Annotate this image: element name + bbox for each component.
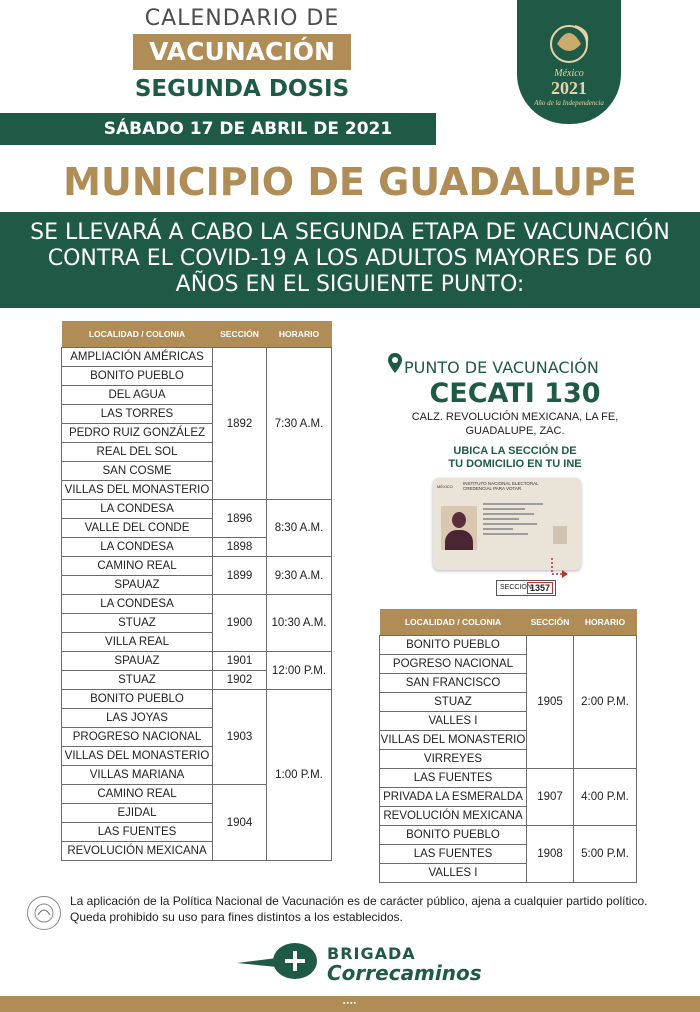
table-row: VILLA REAL	[62, 633, 213, 652]
col-header-localidad: LOCALIDAD / COLONIA	[380, 609, 527, 636]
section-cell: 1900	[213, 595, 267, 652]
section-cell: 1902	[213, 671, 267, 690]
time-cell: 10:30 A.M.	[267, 595, 332, 652]
section-cell: 1899	[213, 557, 267, 595]
table-row: STUAZ	[380, 693, 527, 712]
table-row: SPAUAZ	[62, 652, 213, 671]
ine-section-label: SECCIÓN	[500, 584, 532, 591]
site-address-line1: CALZ. REVOLUCIÓN MEXICANA, LA FE,	[411, 411, 619, 423]
time-cell: 5:00 P.M.	[574, 826, 637, 883]
section-cell: 1898	[213, 538, 267, 557]
table-row: PRIVADA LA ESMERALDA	[380, 788, 527, 807]
legal-footnote: La aplicación de la Política Nacional de Vacunación es de carácter público, ajena a cualquier partido político. Queda prohibido su uso para fines distintos a los establecidos.	[70, 894, 648, 924]
logo-subtitle: Año de la Independencia	[534, 99, 604, 107]
table-row: VALLES I	[380, 864, 527, 883]
brigada-subtitle: Correcaminos	[327, 961, 482, 985]
table-row: LAS FUENTES	[380, 845, 527, 864]
table-row: AMPLIACIÓN AMÉRICAS	[62, 348, 213, 367]
table-row: POGRESO NACIONAL	[380, 655, 527, 674]
table-row: LAS FUENTES	[62, 823, 213, 842]
ine-section-value: 1357	[527, 582, 553, 594]
section-cell: 1903	[213, 690, 267, 785]
municipality-title: MUNICIPIO DE GUADALUPE	[63, 160, 637, 204]
table-row: BONITO PUEBLO	[380, 636, 527, 655]
table-row: PEDRO RUIZ GONZÁLEZ	[62, 424, 213, 443]
table-row: REVOLUCIÓN MEXICANA	[62, 842, 213, 861]
col-header-seccion: SECCIÓN	[527, 609, 574, 636]
header-title-line1: CALENDARIO DE	[144, 6, 340, 31]
serpent-emblem-icon	[517, 0, 621, 70]
table-row: SAN FRANCISCO	[380, 674, 527, 693]
ine-header: INSTITUTO NACIONAL ELECTORAL CREDENCIAL PARA VOTAR	[463, 481, 539, 491]
vaccination-site-name: CECATI 130	[429, 378, 601, 409]
col-header-seccion: SECCIÓN	[213, 321, 267, 348]
mexico-2021-logo	[517, 0, 621, 124]
section-cell: 1904	[213, 785, 267, 861]
table-row: REAL DEL SOL	[62, 443, 213, 462]
header-title-line2: VACUNACIÓN	[133, 34, 351, 70]
time-cell: 1:00 P.M.	[267, 690, 332, 861]
ine-hint-line1: UBICA LA SECCIÓN DE	[453, 445, 577, 457]
brigada-correcaminos-logo-icon	[237, 941, 325, 983]
table-row: LA CONDESA	[62, 595, 213, 614]
time-cell: 4:00 P.M.	[574, 769, 637, 826]
ine-hint-line2: TU DOMICILIO EN TU INE	[448, 458, 582, 470]
table-row: BONITO PUEBLO	[62, 690, 213, 709]
table-row: SAN COSME	[62, 462, 213, 481]
section-cell: 1907	[527, 769, 574, 826]
table-row: VALLES I	[380, 712, 527, 731]
header-title-line3: SEGUNDA DOSIS	[134, 76, 350, 102]
col-header-horario: HORARIO	[267, 321, 332, 348]
col-header-horario: HORARIO	[574, 609, 637, 636]
brigada-title: BRIGADA	[327, 944, 416, 963]
time-cell: 2:00 P.M.	[574, 636, 637, 769]
table-row: DEL AGUA	[62, 386, 213, 405]
logo-year: 2021	[551, 78, 587, 98]
section-cell: 1905	[527, 636, 574, 769]
location-pin-icon	[388, 353, 402, 373]
ine-section-callout	[496, 580, 556, 596]
table-row: LAS TORRES	[62, 405, 213, 424]
section-cell: 1896	[213, 500, 267, 538]
ine-mini-photo	[553, 526, 567, 544]
logo-country: México	[554, 68, 584, 79]
punto-label: PUNTO DE VACUNACIÓN	[404, 358, 599, 377]
table-row: CAMINO REAL	[62, 557, 213, 576]
schedule-table-1	[61, 321, 332, 861]
section-cell: 1892	[213, 348, 267, 500]
table-row: PROGRESO NACIONAL	[62, 728, 213, 747]
time-cell: 8:30 A.M.	[267, 500, 332, 557]
table-row: STUAZ	[62, 671, 213, 690]
table-row: VALLE DEL CONDE	[62, 519, 213, 538]
ine-text-lines	[483, 500, 543, 550]
date-text: SÁBADO 17 DE ABRIL DE 2021	[103, 119, 393, 139]
table-row: CAMINO REAL	[62, 785, 213, 804]
section-cell: 1901	[213, 652, 267, 671]
table-row: VILLAS DEL MONASTERIO	[380, 731, 527, 750]
ine-country: MÉXICO	[437, 484, 453, 489]
table-row: LAS FUENTES	[380, 769, 527, 788]
site-address-line2: GUADALUPE, ZAC.	[465, 425, 565, 437]
table-row: VILLAS DEL MONASTERIO	[62, 747, 213, 766]
table-row: VIRREYES	[380, 750, 527, 769]
col-header-localidad: LOCALIDAD / COLONIA	[62, 321, 213, 348]
time-cell: 12:00 P.M.	[267, 652, 332, 690]
table-row: BONITO PUEBLO	[62, 367, 213, 386]
table-row: SPAUAZ	[62, 576, 213, 595]
time-cell: 7:30 A.M.	[267, 348, 332, 500]
table-row: STUAZ	[62, 614, 213, 633]
table-row: LA CONDESA	[62, 538, 213, 557]
ine-photo	[441, 506, 477, 550]
national-seal-icon	[27, 896, 61, 930]
time-cell: 9:30 A.M.	[267, 557, 332, 595]
table-row: VILLAS MARIANA	[62, 766, 213, 785]
table-row: LAS JOYAS	[62, 709, 213, 728]
table-row: REVOLUCIÓN MEXICANA	[380, 807, 527, 826]
section-cell: 1908	[527, 826, 574, 883]
schedule-table-2	[379, 609, 637, 883]
table-row: EJIDAL	[62, 804, 213, 823]
table-row: BONITO PUEBLO	[380, 826, 527, 845]
intro-text: SE LLEVARÁ A CABO LA SEGUNDA ETAPA DE VACUNACIÓN CONTRA EL COVID-19 A LOS ADULTOS MAYORES DE 60 AÑOS EN EL SIGUIENTE PUNTO:	[30, 220, 670, 297]
table-row: VILLAS DEL MONASTERIO	[62, 481, 213, 500]
social-icons: ▪▪▪▪	[343, 1000, 357, 1007]
table-row: LA CONDESA	[62, 500, 213, 519]
